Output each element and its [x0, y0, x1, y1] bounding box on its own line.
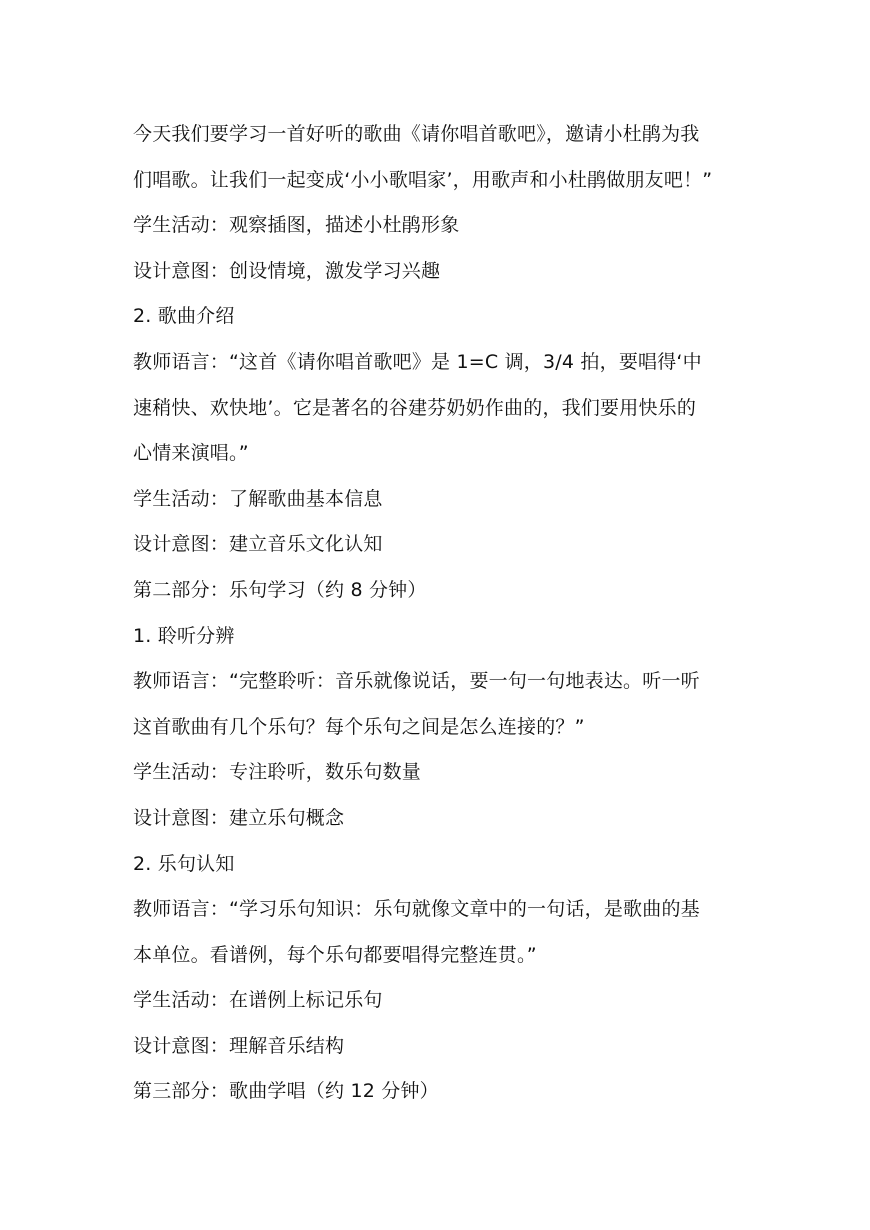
text-line: 本单位。看谱例，每个乐句都要唱得完整连贯。” — [133, 943, 537, 966]
text-line: 设计意图：理解音乐结构 — [133, 1034, 345, 1057]
section-heading — [133, 1069, 753, 1115]
text-line: 2. 乐句认知 — [133, 852, 235, 875]
teacher-speech-paragraph — [133, 112, 753, 203]
teacher-speech-paragraph — [133, 659, 753, 750]
text-line: 设计意图：建立音乐文化认知 — [133, 533, 383, 556]
text-line: 心情来演唱。” — [133, 442, 249, 465]
teacher-speech-paragraph — [133, 887, 753, 978]
text-line: 设计意图：创设情境，激发学习兴趣 — [133, 259, 441, 282]
text-line: 今天我们要学习一首好听的歌曲《请你唱首歌吧》，邀请小杜鹃为我 — [133, 123, 700, 145]
text-line: 学生活动：观察插图，描述小杜鹃形象 — [133, 214, 460, 237]
section-heading — [133, 568, 753, 614]
text-line: 速稍快、欢快地’。它是著名的谷建芬奶奶作曲的，我们要用快乐的 — [133, 396, 697, 419]
text-line: 们唱歌。让我们一起变成‘小小歌唱家’，用歌声和小杜鹃做朋友吧！” — [133, 168, 713, 191]
text-line: 教师语言：“完整聆听：音乐就像说话，要一句一句地表达。听一听 — [133, 670, 700, 693]
document-body — [133, 112, 753, 1115]
design-intent-paragraph — [133, 249, 753, 295]
text-line: 学生活动：了解歌曲基本信息 — [133, 487, 383, 510]
teacher-speech-paragraph — [133, 340, 753, 477]
text-line: 第二部分：乐句学习（约 8 分钟） — [133, 578, 427, 601]
student-activity-paragraph — [133, 203, 753, 249]
design-intent-paragraph — [133, 522, 753, 568]
text-line: 设计意图：建立乐句概念 — [133, 806, 345, 829]
student-activity-paragraph — [133, 477, 753, 523]
design-intent-paragraph — [133, 1024, 753, 1070]
student-activity-paragraph — [133, 750, 753, 796]
text-line: 学生活动：在谱例上标记乐句 — [133, 989, 383, 1012]
sub-heading — [133, 614, 753, 660]
text-line: 2. 歌曲介绍 — [133, 305, 235, 328]
text-line: 这首歌曲有几个乐句？每个乐句之间是怎么连接的？” — [133, 715, 585, 738]
sub-heading — [133, 294, 753, 340]
text-line: 学生活动：专注聆听，数乐句数量 — [133, 761, 422, 784]
sub-heading — [133, 842, 753, 888]
text-line: 教师语言：“学习乐句知识：乐句就像文章中的一句话，是歌曲的基 — [133, 898, 700, 921]
student-activity-paragraph — [133, 978, 753, 1024]
text-line: 第三部分：歌曲学唱（约 12 分钟） — [133, 1080, 439, 1103]
text-line: 1. 聆听分辨 — [133, 624, 235, 647]
text-line: 教师语言：“这首《请你唱首歌吧》是 1=C 调，3/4 拍，要唱得‘中 — [133, 350, 702, 373]
design-intent-paragraph — [133, 796, 753, 842]
